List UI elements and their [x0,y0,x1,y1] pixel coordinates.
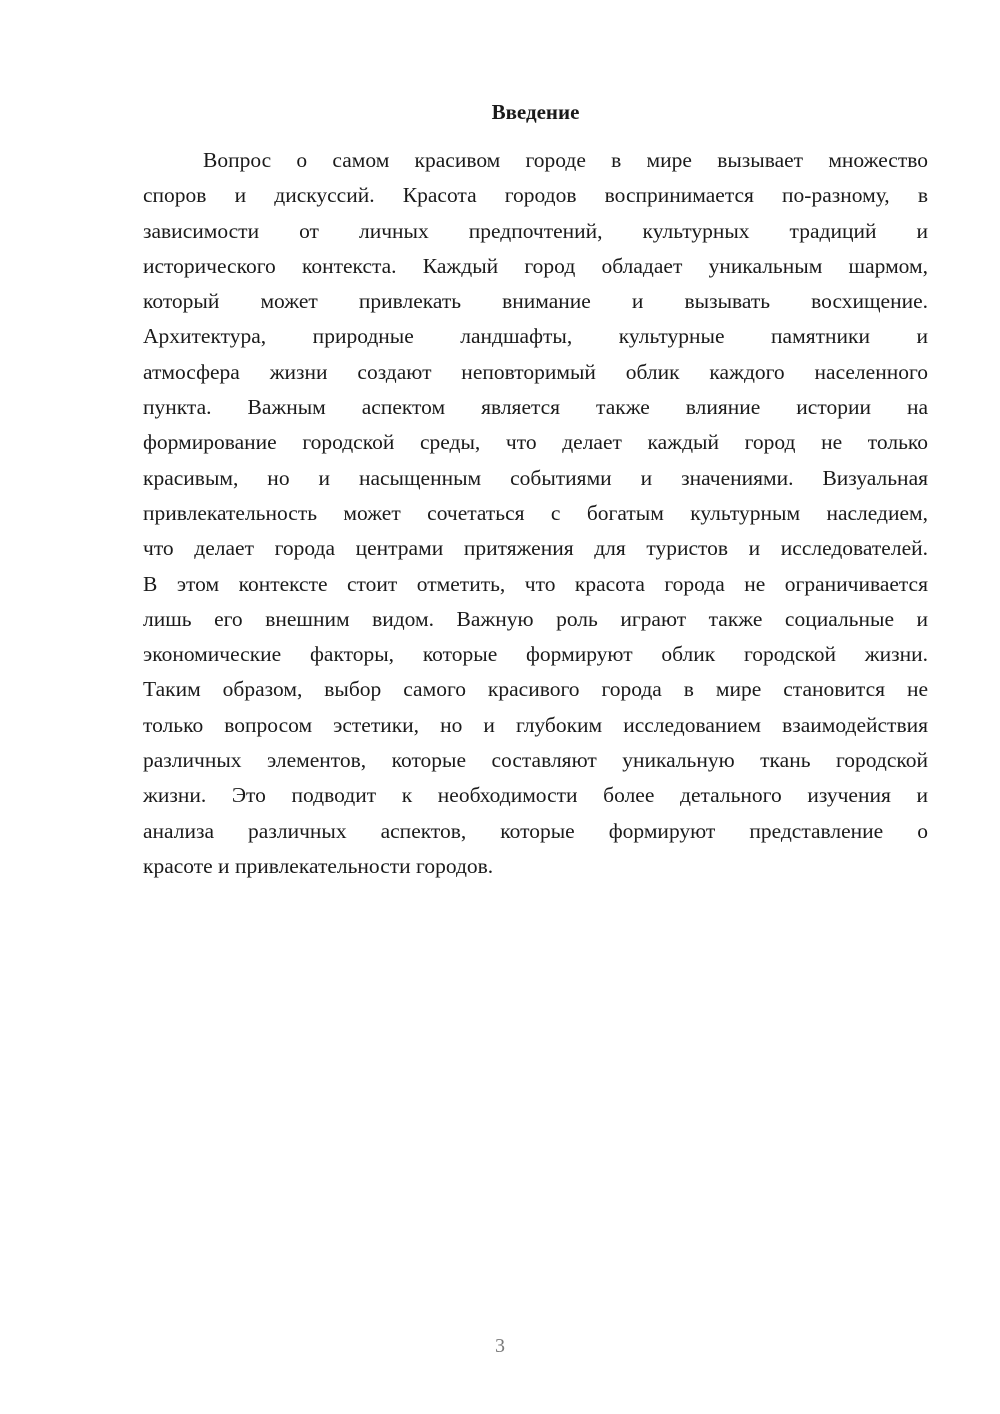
paragraph-line: жизни. Это подводит к необходимости более детального изучения и [143,783,928,808]
body-paragraph [143,143,928,884]
paragraph-line: В этом контексте стоит отметить, что красота города не ограничивается [143,571,928,596]
paragraph-line: атмосфера жизни создают неповторимый облик каждого населенного [143,359,928,384]
paragraph-line: пункта. Важным аспектом является также влияние истории на [143,395,928,420]
paragraph-line: красивым, но и насыщенным событиями и значениями. Визуальная [143,465,928,490]
paragraph-line: различных элементов, которые составляют уникальную ткань городской [143,748,928,773]
page-number: 3 [495,1335,505,1357]
paragraph-line: который может привлекать внимание и вызывать восхищение. [143,289,928,314]
paragraph-line: что делает города центрами притяжения для туристов и исследователей. [143,536,928,561]
paragraph-line: только вопросом эстетики, но и глубоким исследованием взаимодействия [143,712,928,737]
paragraph-line: Вопрос о самом красивом городе в мире вызывает множество [203,148,928,172]
paragraph-line: Архитектура, природные ландшафты, культурные памятники и [143,324,928,349]
paragraph-line: споров и дискуссий. Красота городов воспринимается по-разному, в [143,183,928,208]
paragraph-line: экономические факторы, которые формируют облик городской жизни. [143,642,928,667]
paragraph-line: лишь его внешним видом. Важную роль играют также социальные и [143,606,928,631]
paragraph-line: зависимости от личных предпочтений, культурных традиций и [143,218,928,243]
paragraph-line: анализа различных аспектов, которые формируют представление о [143,818,928,843]
paragraph-line: привлекательность может сочетаться с богатым культурным наследием, [143,500,928,525]
paragraph-line: красоте и привлекательности городов. [143,853,494,878]
paragraph-line: исторического контекста. Каждый город обладает уникальным шармом, [143,253,928,278]
page-title: Введение [491,100,580,124]
paragraph-line: Таким образом, выбор самого красивого города в мире становится не [143,677,928,702]
paragraph-line: формирование городской среды, что делает каждый город не только [143,430,928,455]
